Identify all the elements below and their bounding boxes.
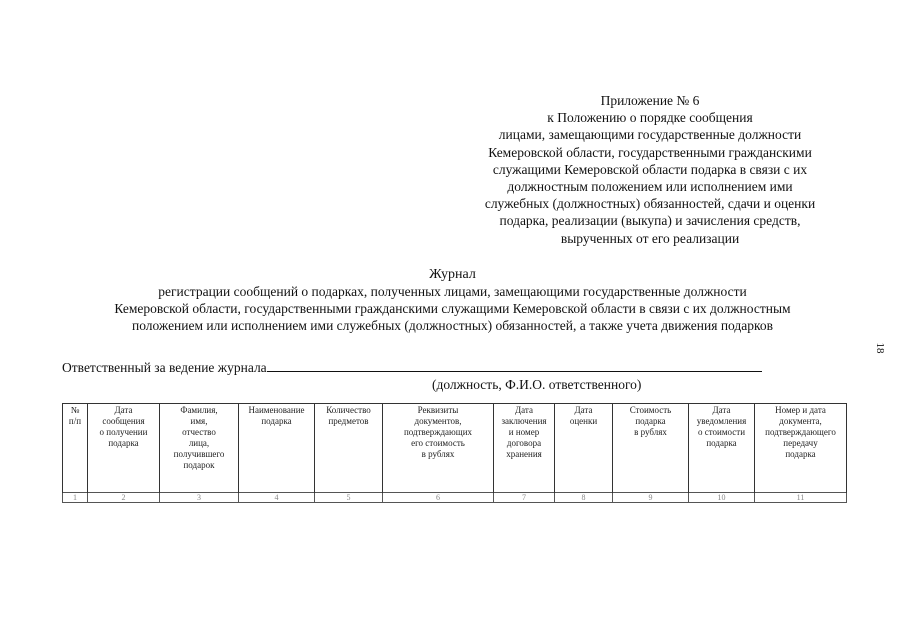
column-number-cell: 9 <box>613 493 689 503</box>
appendix-line: подарка, реализации (выкупа) и зачисления средств, <box>499 213 801 229</box>
appendix-line: к Положению о порядке сообщения <box>547 110 753 126</box>
column-number-cell: 10 <box>689 493 755 503</box>
header-cell-valuation-date: Дата оценки <box>555 404 613 493</box>
table-header-row <box>63 404 847 493</box>
header-cell-storage-contract: Дата заключения и номер договора хранения <box>494 404 555 493</box>
responsible-caption: (должность, Ф.И.О. ответственного) <box>432 377 642 392</box>
header-cell-transfer-document: Номер и дата документа, подтверждающего передачу подарка <box>755 404 847 493</box>
journal-subtitle-line: положением или исполнением ими служебных (должностных) обязанностей, а также учета движения подарков <box>131 318 774 333</box>
header-cell-gift-value: Стоимость подарка в рублях <box>613 404 689 493</box>
header-cell-quantity: Количество предметов <box>315 404 383 493</box>
journal-table <box>62 403 847 503</box>
column-number-cell: 8 <box>555 493 613 503</box>
appendix-line: служебных (должностных) обязанностей, сдачи и оценки <box>484 196 816 212</box>
journal-subtitle-line: Кемеровской области, государственными гражданскими служащими Кемеровской области в связи с их должностным <box>114 301 791 316</box>
responsible-blank-line <box>267 358 762 372</box>
appendix-block <box>455 92 845 247</box>
journal-subtitle-line: регистрации сообщений о подарках, полученных лицами, замещающими государственные должности <box>158 284 747 299</box>
journal-title: Журнал <box>429 267 476 282</box>
column-number-cell: 4 <box>239 493 315 503</box>
page-number: 18 <box>874 342 886 354</box>
header-cell-documents: Реквизиты документов, подтверждающих его стоимость в рублях <box>383 404 494 493</box>
header-cell-notification-date: Дата уведомления о стоимости подарка <box>689 404 755 493</box>
appendix-line: должностным положением или исполнением ими <box>507 179 793 195</box>
column-number-cell: 1 <box>63 493 88 503</box>
responsible-row <box>62 358 762 376</box>
column-number-cell: 6 <box>383 493 494 503</box>
column-number-cell: 11 <box>755 493 847 503</box>
header-cell-recipient-name: Фамилия, имя, отчество лица, получившего подарок <box>160 404 239 493</box>
header-cell-report-date: Дата сообщения о получении подарка <box>88 404 160 493</box>
journal-subtitle <box>20 283 885 334</box>
appendix-line: вырученных от его реализации <box>560 230 740 246</box>
appendix-line: служащими Кемеровской области подарка в связи с их <box>492 161 808 177</box>
column-number-cell: 3 <box>160 493 239 503</box>
responsible-label: Ответственный за ведение журнала <box>62 360 267 375</box>
appendix-line: Кемеровской области, государственными гражданскими <box>488 144 812 160</box>
table-number-row <box>63 493 847 503</box>
column-number-cell: 2 <box>88 493 160 503</box>
appendix-line: лицами, замещающими государственные должности <box>498 127 802 143</box>
column-number-cell: 5 <box>315 493 383 503</box>
appendix-line: Приложение № 6 <box>600 93 700 108</box>
column-number-cell: 7 <box>494 493 555 503</box>
header-cell-number: № п/п <box>63 404 88 493</box>
header-cell-gift-name: Наименование подарка <box>239 404 315 493</box>
